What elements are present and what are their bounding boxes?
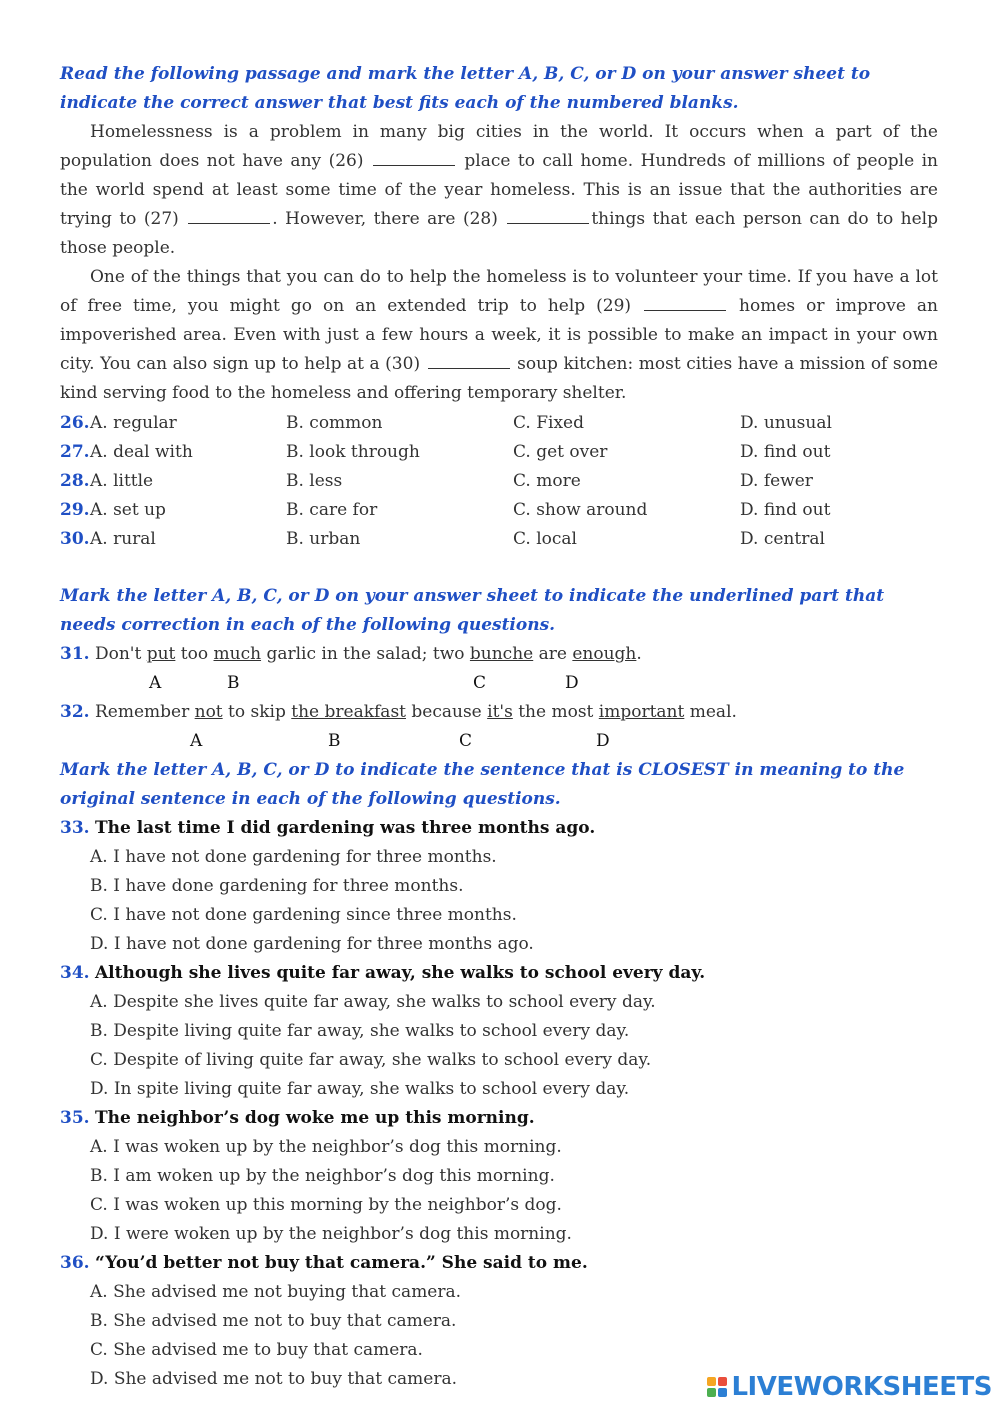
answer-option-d[interactable]: D. I were woken up by the neighbor’s dog this morning.: [90, 1224, 572, 1244]
question-number: 29.: [60, 499, 90, 520]
section3-instruction: Mark the letter A, B, C, or D to indicate the sentence that is CLOSEST in meaning to the original sentence in each of the following questions.: [60, 760, 905, 809]
option-a[interactable]: A. deal with: [90, 441, 193, 462]
letter-a[interactable]: A: [190, 731, 203, 751]
question-number: 28.: [60, 470, 90, 491]
option-row-30: [60, 524, 938, 553]
option-c[interactable]: C. local: [513, 528, 577, 549]
letter-c[interactable]: C: [473, 673, 487, 693]
blank-29[interactable]: [644, 296, 726, 311]
letter-a[interactable]: A: [149, 673, 162, 693]
option-row-28: [60, 466, 938, 495]
worksheet-page: [60, 60, 938, 1394]
blank-26[interactable]: [373, 151, 455, 166]
underlined-part-c[interactable]: bunche: [469, 644, 534, 664]
answer-option-c[interactable]: C. I have not done gardening since three months.: [90, 905, 517, 925]
sentence-text: meal.: [684, 702, 737, 722]
sentence-text: Don't: [94, 644, 147, 664]
question-stem: “You’d better not buy that camera.” She said to me.: [94, 1253, 588, 1273]
sentence-text: the most: [512, 702, 599, 722]
logo-mark-icon: [707, 1377, 727, 1397]
question-stem: The neighbor’s dog woke me up this morning.: [94, 1108, 535, 1128]
sentence-text: too: [175, 644, 214, 664]
passage-paragraph-2: [60, 263, 938, 408]
answer-option-d[interactable]: D. She advised me not to buy that camera.: [90, 1369, 457, 1389]
option-row-26: [60, 408, 938, 437]
question-33: [60, 814, 938, 959]
option-d[interactable]: D. fewer: [740, 470, 813, 491]
answer-option-d[interactable]: D. In spite living quite far away, she walks to school every day.: [90, 1079, 630, 1099]
question-31-letters: [60, 669, 938, 698]
option-d[interactable]: D. unusual: [740, 412, 832, 433]
passage-text: . However, there are (28): [272, 209, 498, 229]
question-number: 30.: [60, 528, 90, 549]
liveworksheets-logo: [707, 1371, 992, 1403]
letter-d[interactable]: D: [596, 731, 610, 751]
option-b[interactable]: B. care for: [286, 499, 378, 520]
sentence-text: garlic in the salad; two: [261, 644, 470, 664]
answer-option-a[interactable]: A. I was woken up by the neighbor’s dog this morning.: [90, 1137, 562, 1157]
question-stem: The last time I did gardening was three months ago.: [94, 818, 596, 838]
question-number: 26.: [60, 412, 90, 433]
answer-option-b[interactable]: B. She advised me not to buy that camera.: [90, 1311, 457, 1331]
sentence-text: .: [636, 644, 642, 664]
question-32: [60, 698, 938, 727]
option-d[interactable]: D. find out: [740, 441, 831, 462]
answer-option-c[interactable]: C. She advised me to buy that camera.: [90, 1340, 423, 1360]
option-a[interactable]: A. rural: [90, 528, 156, 549]
underlined-part-d[interactable]: important: [598, 702, 685, 722]
answer-option-c[interactable]: C. I was woken up this morning by the neighbor’s dog.: [90, 1195, 562, 1215]
option-c[interactable]: C. Fixed: [513, 412, 584, 433]
underlined-part-b[interactable]: the breakfast: [291, 702, 406, 722]
letter-c[interactable]: C: [459, 731, 473, 751]
blank-30[interactable]: [428, 354, 510, 369]
option-b[interactable]: B. urban: [286, 528, 361, 549]
passage-paragraph-1: [60, 118, 938, 263]
answer-option-d[interactable]: D. I have not done gardening for three months ago.: [90, 934, 534, 954]
blank-28[interactable]: [507, 209, 589, 224]
underlined-part-a[interactable]: put: [146, 644, 176, 664]
options-table: [60, 408, 938, 553]
question-35: [60, 1104, 938, 1249]
logo-text: LIVEWORKSHEETS: [731, 1372, 992, 1402]
answer-option-b[interactable]: B. I have done gardening for three months.: [90, 876, 464, 896]
underlined-part-b[interactable]: much: [213, 644, 262, 664]
answer-option-a[interactable]: A. She advised me not buying that camera.: [90, 1282, 462, 1302]
option-a[interactable]: A. regular: [90, 412, 177, 433]
underlined-part-a[interactable]: not: [194, 702, 223, 722]
section2-instruction: Mark the letter A, B, C, or D on your answer sheet to indicate the underlined part that needs correction in each of the following questions.: [60, 586, 885, 635]
question-number: 27.: [60, 441, 90, 462]
question-number: 36.: [60, 1253, 90, 1273]
option-row-29: [60, 495, 938, 524]
passage-text: One of the things that you can do to help the homeless is to volunteer your time. If you have a lot of free time, you might go on an extended trip to help (29): [60, 267, 938, 316]
answer-option-a[interactable]: A. I have not done gardening for three months.: [90, 847, 497, 867]
question-number: 31.: [60, 644, 90, 664]
blank-27[interactable]: [188, 209, 270, 224]
option-row-27: [60, 437, 938, 466]
question-32-letters: [60, 727, 938, 756]
option-a[interactable]: A. little: [90, 470, 154, 491]
option-c[interactable]: C. show around: [513, 499, 648, 520]
option-d[interactable]: D. find out: [740, 499, 831, 520]
question-number: 34.: [60, 963, 90, 983]
sentence-text: are: [533, 644, 573, 664]
sentence-text: because: [406, 702, 488, 722]
underlined-part-c[interactable]: it's: [487, 702, 513, 722]
answer-option-b[interactable]: B. Despite living quite far away, she walks to school every day.: [90, 1021, 630, 1041]
option-b[interactable]: B. less: [286, 470, 343, 491]
option-c[interactable]: C. more: [513, 470, 581, 491]
option-c[interactable]: C. get over: [513, 441, 608, 462]
option-b[interactable]: B. common: [286, 412, 383, 433]
passage-text: place to call home. Hundreds of millions of people in the world spend at least some time of the year homeless. This is an issue that the authorities are trying to (27): [60, 151, 938, 229]
question-number: 32.: [60, 702, 90, 722]
section1-instruction: Read the following passage and mark the letter A, B, C, or D on your answer sheet to indicate the correct answer that best fits each of the numbered blanks.: [60, 64, 871, 113]
option-a[interactable]: A. set up: [90, 499, 166, 520]
question-31: [60, 640, 938, 669]
option-b[interactable]: B. look through: [286, 441, 420, 462]
passage-text: homes or improve an impoverished area. Even with just a few hours a week, it is possible to make an impact in your own city. You can also sign up to help at a (30): [60, 296, 939, 374]
question-number: 33.: [60, 818, 90, 838]
passage-text: soup kitchen: most cities have a mission of some kind serving food to the homeless and offering temporary shelter.: [60, 354, 939, 403]
question-stem: Although she lives quite far away, she walks to school every day.: [94, 963, 706, 983]
option-d[interactable]: D. central: [740, 528, 825, 549]
question-number: 35.: [60, 1108, 90, 1128]
letter-b[interactable]: B: [328, 731, 341, 751]
sentence-text: Remember: [94, 702, 195, 722]
answer-option-c[interactable]: C. Despite of living quite far away, she walks to school every day.: [90, 1050, 652, 1070]
letter-d[interactable]: D: [565, 673, 579, 693]
question-34: [60, 959, 938, 1104]
letter-b[interactable]: B: [227, 673, 240, 693]
passage-text: things that each person can do to help those people.: [60, 209, 938, 258]
answer-option-b[interactable]: B. I am woken up by the neighbor’s dog this morning.: [90, 1166, 555, 1186]
sentence-text: to skip: [222, 702, 292, 722]
answer-option-a[interactable]: A. Despite she lives quite far away, she walks to school every day.: [90, 992, 656, 1012]
underlined-part-d[interactable]: enough: [572, 644, 637, 664]
passage-text: Homelessness is a problem in many big cities in the world. It occurs when a part of the population does not have any (26): [60, 122, 938, 171]
